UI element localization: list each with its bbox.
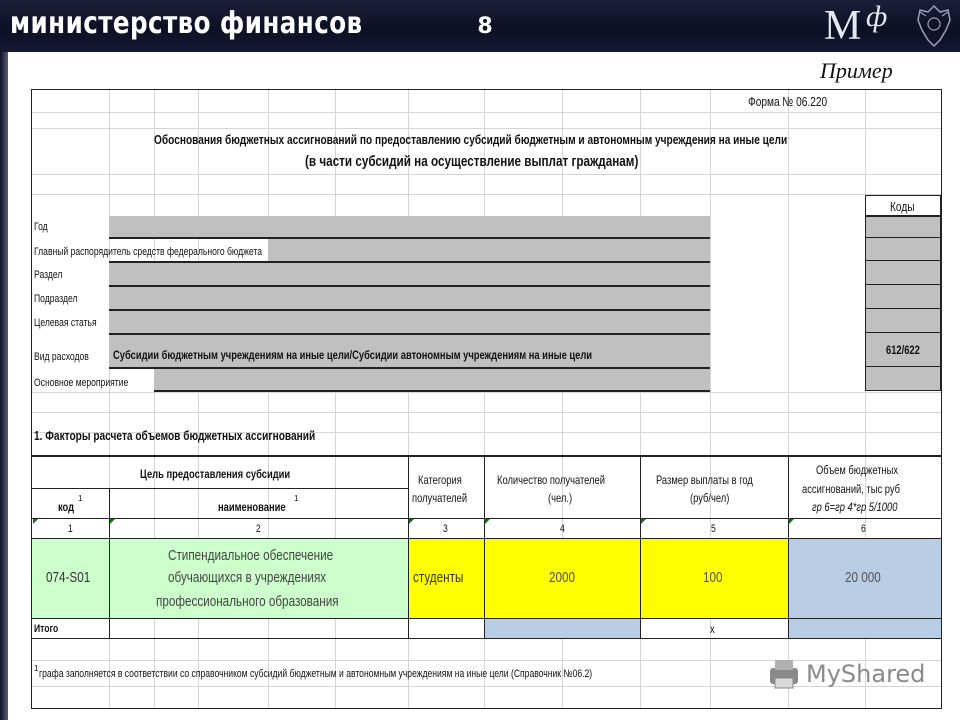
code-footnote-mark: 1 <box>78 494 83 503</box>
field-code-main-event[interactable] <box>865 367 941 391</box>
codes-header-cell <box>865 195 941 216</box>
form-title: Обоснования бюджетных ассигнований по предоставлению субсидий бюджетным и автономным учреждения на иные цели <box>154 132 788 147</box>
row-recipients-cell[interactable] <box>485 539 640 618</box>
section-title: 1. Факторы расчета объемов бюджетных ассигнований <box>34 428 316 443</box>
row-recipients: 2000 <box>549 569 576 586</box>
form-subtitle: (в части субсидий на осуществление выплат гражданам) <box>305 153 639 170</box>
form-number: Форма № 06.220 <box>748 94 828 109</box>
column-number-3: 3 <box>443 523 448 535</box>
field-value-expense-type[interactable] <box>109 335 710 367</box>
expense-type-code: 612/622 <box>886 343 920 357</box>
cell-marker-icon <box>485 519 490 524</box>
field-code-year[interactable] <box>865 216 941 238</box>
recipients-header-line2: (чел.) <box>548 491 573 505</box>
field-code-expense-type[interactable] <box>865 333 941 367</box>
side-stripe <box>0 52 8 720</box>
recipients-header-line1: Количество получателей <box>497 473 605 487</box>
field-code-target-article[interactable] <box>865 309 941 333</box>
row-payment: 100 <box>703 569 723 586</box>
field-code-section[interactable] <box>865 261 941 285</box>
field-code-subsection[interactable] <box>865 285 941 309</box>
ministry-title: министерство финансов <box>10 6 363 41</box>
name-footnote-mark: 1 <box>294 494 299 503</box>
grid-line <box>32 112 941 113</box>
column-number-4: 4 <box>560 523 565 535</box>
volume-formula: гр 6=гр 4*гр 5/1000 <box>812 500 898 514</box>
row-name-line2: обучающихся в учреждениях <box>168 569 327 586</box>
column-number-6: 6 <box>861 523 866 535</box>
grid-line <box>32 174 941 175</box>
field-value-year[interactable] <box>109 216 710 238</box>
codes-header: Коды <box>890 199 915 214</box>
footnote-text: графа заполняется в соответствии со справочником субсидий бюджетным и автономным учреждениям на иные цели (Справочник №06.2) <box>39 668 593 680</box>
row-name-line3: профессионального образования <box>156 593 339 610</box>
row-code-cell[interactable] <box>32 539 109 618</box>
footnote-number: 1 <box>34 664 39 673</box>
grid-line <box>32 412 941 413</box>
cell-marker-icon <box>110 519 115 524</box>
watermark-printer-icon <box>766 656 802 692</box>
total-payment: x <box>710 622 715 636</box>
watermark-text: MyShared <box>806 660 926 688</box>
ministry-logo-sub: ф <box>866 0 888 33</box>
cell-marker-icon <box>789 519 794 524</box>
row-volume: 20 000 <box>845 569 881 586</box>
row-volume-cell[interactable] <box>789 539 941 618</box>
slide-number: 8 <box>477 14 493 39</box>
row-code: 074-S01 <box>46 569 91 586</box>
category-header-line1: Категория <box>418 473 462 487</box>
field-value-subsection[interactable] <box>109 287 710 309</box>
column-number-2: 2 <box>256 523 261 535</box>
total-label: Итого <box>34 623 59 635</box>
row-name-cell[interactable] <box>110 539 408 618</box>
code-header: код <box>58 500 75 514</box>
payment-header-line1: Размер выплаты в год <box>656 473 753 487</box>
ministry-logo-letter: М <box>824 3 860 49</box>
grid-line <box>32 392 941 393</box>
grid-line <box>32 128 941 129</box>
total-volume-cell[interactable] <box>789 619 941 638</box>
field-value-target-article[interactable] <box>109 311 710 333</box>
row-name-line1: Стипендиальное обеспечение <box>168 547 334 564</box>
cell-marker-icon <box>641 519 646 524</box>
field-label-year: Год <box>34 221 48 233</box>
volume-header-line2: ассигнований, тыс руб <box>802 482 901 496</box>
field-label-main-event: Основное мероприятие <box>34 377 129 389</box>
example-label: Пример <box>820 58 893 83</box>
row-border <box>154 390 710 392</box>
payment-header-line2: (руб/чел) <box>690 491 730 505</box>
grid-line <box>32 194 941 195</box>
row-category-cell[interactable] <box>409 539 484 618</box>
table-border <box>32 488 408 489</box>
field-label-target-article: Целевая статья <box>34 317 97 329</box>
purpose-header: Цель предоставления субсидии <box>140 467 291 481</box>
row-category: студенты <box>413 569 464 586</box>
watermark <box>766 654 936 694</box>
expense-type-value: Субсидии бюджетным учреждениям на иные цели/Субсидии автономным учреждениям на иные цели <box>113 348 593 362</box>
spreadsheet-form <box>31 89 942 709</box>
row-payment-cell[interactable] <box>641 539 788 618</box>
table-border <box>32 638 941 639</box>
column-number-5: 5 <box>711 523 716 535</box>
field-label-expense-type: Вид расходов <box>34 351 89 363</box>
field-value-section[interactable] <box>109 263 710 285</box>
field-value-main-event[interactable] <box>154 369 710 391</box>
coat-of-arms-icon <box>912 2 956 48</box>
slide-header <box>0 0 960 52</box>
category-header-line2: получателей <box>412 491 468 505</box>
field-label-manager: Главный распорядитель средств федерального бюджета <box>34 246 263 258</box>
cell-marker-icon <box>33 519 38 524</box>
field-label-section: Раздел <box>34 269 63 281</box>
field-label-subsection: Подраздел <box>34 293 78 305</box>
volume-header-line1: Объем бюджетных <box>816 463 899 477</box>
total-recipients-cell[interactable] <box>485 619 640 638</box>
field-code-manager[interactable] <box>865 238 941 261</box>
field-value-manager[interactable] <box>268 239 710 261</box>
cell-marker-icon <box>409 519 414 524</box>
table-border <box>32 455 941 457</box>
column-number-1: 1 <box>68 523 73 535</box>
name-header: наименование <box>218 500 286 514</box>
